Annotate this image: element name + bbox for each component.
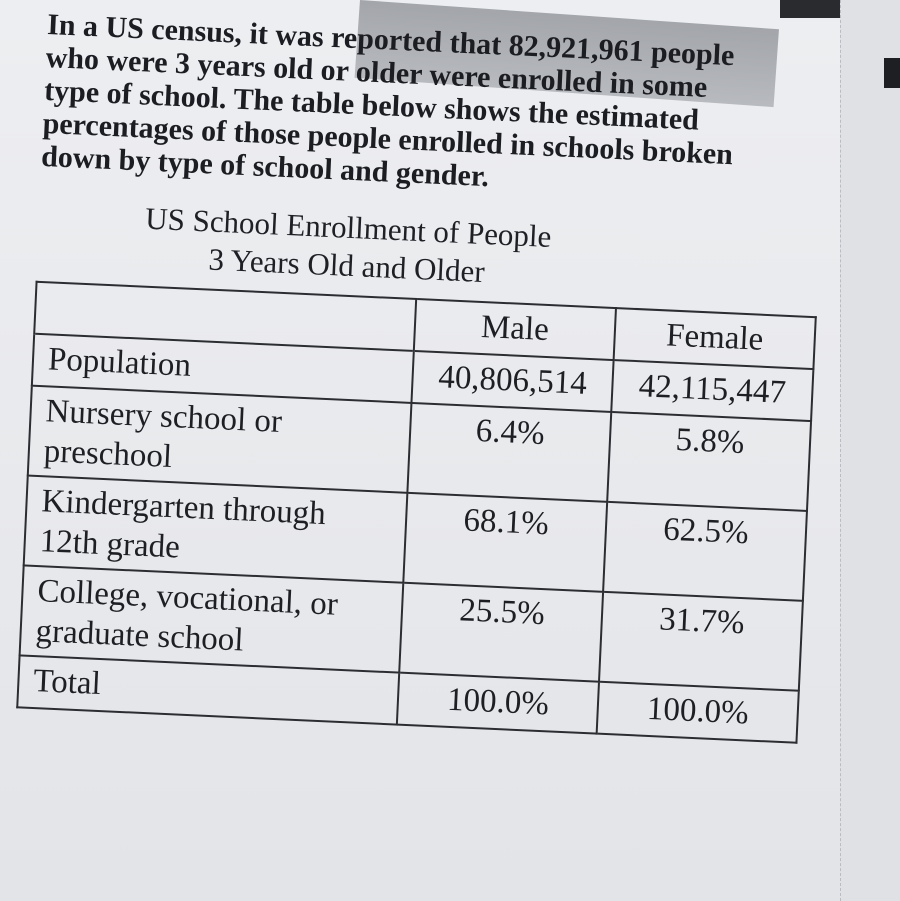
college-male: 25.5% — [399, 583, 603, 682]
k12-male: 68.1% — [403, 493, 607, 592]
table-title-line-1: US School Enrollment of People — [144, 200, 553, 255]
total-male: 100.0% — [397, 673, 599, 734]
college-female: 31.7% — [599, 592, 803, 691]
k12-female: 62.5% — [603, 502, 807, 601]
row-label-college: College, vocational, or graduate school — [20, 565, 404, 672]
header-male: Male — [414, 299, 616, 360]
table-title-line-2: 3 Years Old and Older — [207, 241, 486, 290]
enrollment-table — [16, 281, 817, 744]
header-female: Female — [614, 308, 816, 369]
row-label-total: Total — [17, 655, 399, 724]
population-male: 40,806,514 — [411, 351, 613, 412]
edge-tab-marker — [884, 58, 900, 88]
nursery-female: 5.8% — [607, 412, 811, 511]
total-female: 100.0% — [597, 682, 799, 743]
row-label-population: Population — [32, 334, 414, 403]
row-label-k12: Kindergarten through 12th grade — [24, 476, 408, 583]
row-label-nursery: Nursery school or preschool — [28, 386, 412, 493]
table-title — [36, 195, 659, 299]
problem-content — [16, 8, 807, 743]
population-female: 42,115,447 — [611, 360, 813, 421]
nursery-male: 6.4% — [407, 403, 611, 502]
page-right-margin — [840, 0, 900, 901]
intro-paragraph: In a US census, it was reported that 82,921,961 people who were 3 years old or older were enrolled in some type of school. The table below shows the estimated percentages of those people enrolled in schools broken down by type of school and gender. — [40, 8, 736, 194]
